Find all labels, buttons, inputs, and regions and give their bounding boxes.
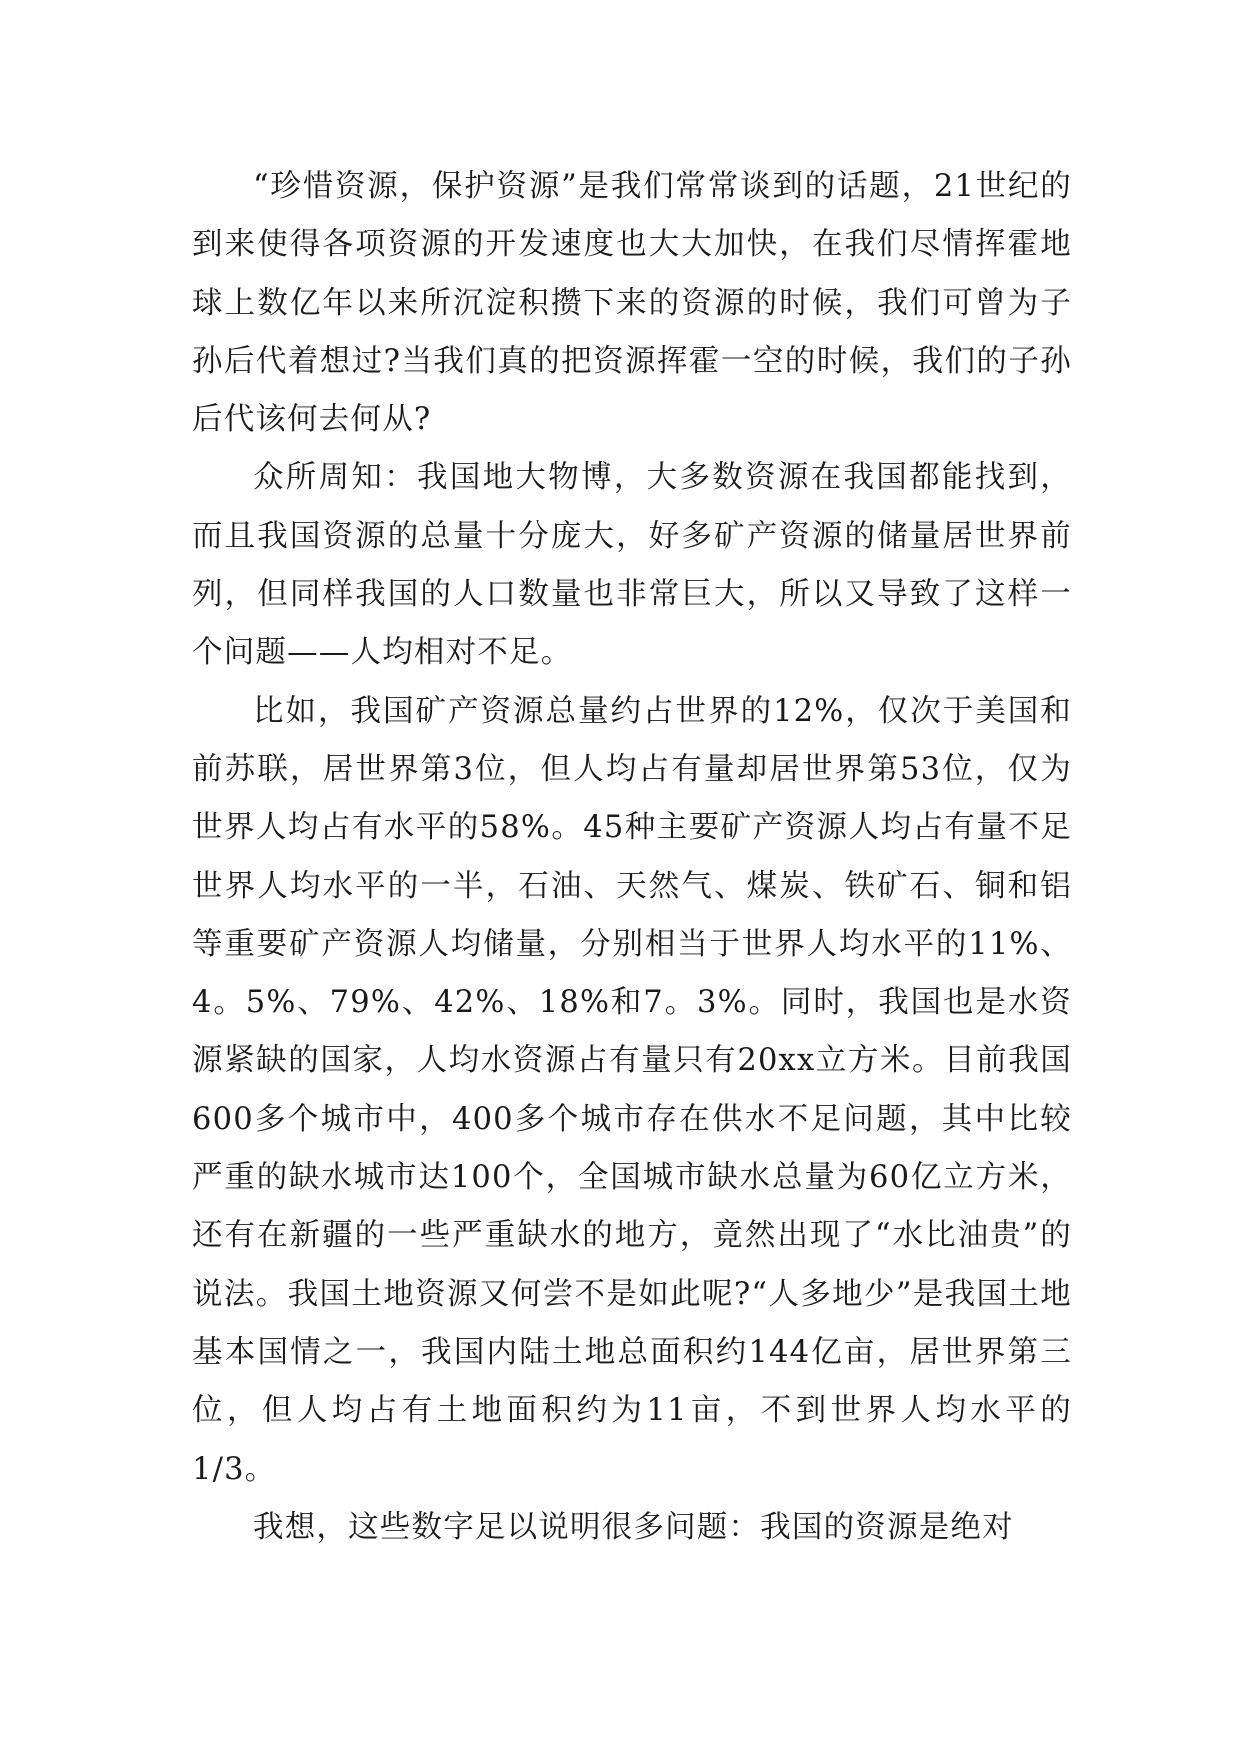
document-body <box>192 158 1072 1557</box>
paragraph-2: 众所周知：我国地大物博，大多数资源在我国都能找到，而且我国资源的总量十分庞大，好多矿产资源的储量居世界前列，但同样我国的人口数量也非常巨大，所以又导致了这样一个问题——人均相对不足。 <box>192 460 1072 671</box>
paragraph-1: “珍惜资源，保护资源”是我们常常谈到的话题，21世纪的到来使得各项资源的开发速度也大大加快，在我们尽情挥霍地球上数亿年以来所沉淀积攒下来的资源的时候，我们可曾为子孙后代着想过?当我们真的把资源挥霍一空的时候，我们的子孙后代该何去何从? <box>192 169 1072 438</box>
paragraph-3: 比如，我国矿产资源总量约占世界的12%，仅次于美国和前苏联，居世界第3位，但人均占有量却居世界第53位，仅为世界人均占有水平的58%。45种主要矿产资源人均占有量不足世界人均水平的一半，石油、天然气、煤炭、铁矿石、铜和铝等重要矿产资源人均储量，分别相当于世界人均水平的11%、4。5%、79%、42%、18%和7。3%。同时，我国也是水资源紧缺的国家，人均水资源占有量只有20xx立方米。目前我国600多个城市中，400多个城市存在供水不足问题，其中比较严重的缺水城市达100个，全国城市缺水总量为60亿立方米，还有在新疆的一些严重缺水的地方，竟然出现了“水比油贵”的说法。我国土地资源又何尝不是如此呢?“人多地少”是我国土地基本国情之一，我国内陆土地总面积约144亿亩，居世界第三位，但人均占有土地面积约为11亩，不到世界人均水平的1/3。 <box>192 693 1072 1487</box>
paragraph-4: 我想，这些数字足以说明很多问题：我国的资源是绝对 <box>253 1509 1014 1545</box>
